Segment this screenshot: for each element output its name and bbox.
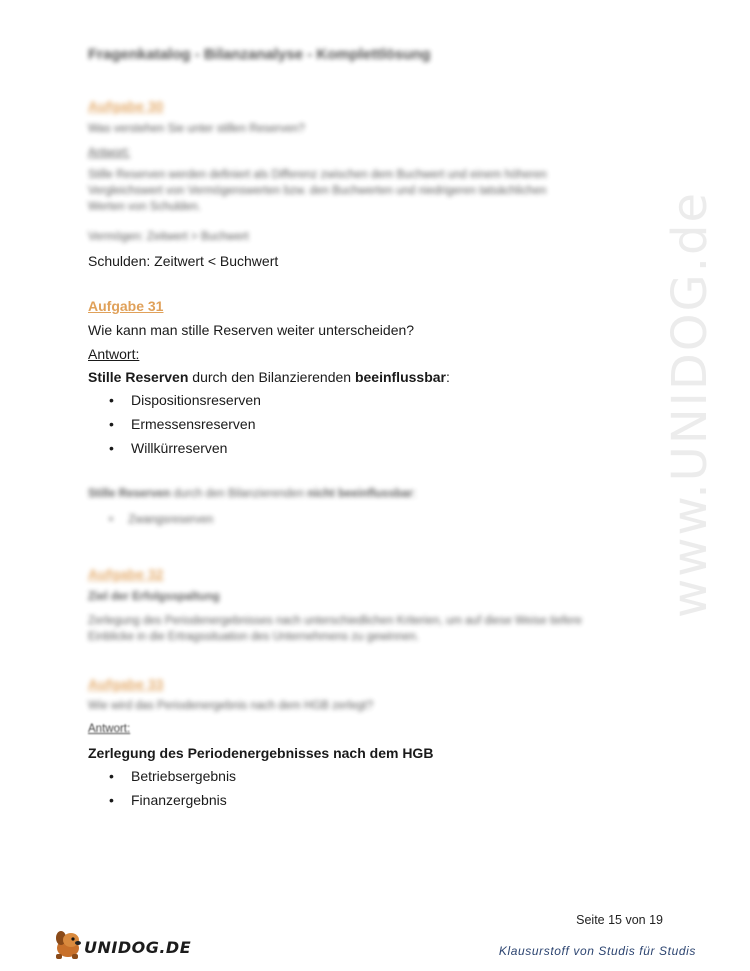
task-31-group2-bold-1: Stille Reserven	[88, 488, 171, 500]
task-30-answer-line: Stille Reserven werden definiert als Differenz zwischen dem Buchwert und einem höheren	[88, 169, 547, 181]
bullet-dot: •	[109, 514, 114, 526]
task-31-group2-intro	[88, 486, 416, 502]
task-31-heading: Aufgabe 31	[88, 298, 164, 314]
list-item: • Ermessensreserven	[88, 412, 261, 436]
task-30-vermoegen: Vermögen: Zeitwert > Buchwert	[88, 231, 249, 243]
task-33-question: Wie wird das Periodenergebnis nach dem HGB zerlegt?	[88, 700, 374, 712]
page-number: Seite 15 von 19	[576, 913, 663, 927]
document-title: Fragenkatalog - Bilanzanalyse - Komplettlösung	[88, 46, 431, 63]
task-30-schulden: Schulden: Zeitwert < Buchwert	[88, 253, 279, 269]
task-30-question: Was verstehen Sie unter stillen Reserven?	[88, 123, 305, 135]
dog-icon	[52, 928, 86, 960]
task-33-answer-label: Antwort:	[88, 723, 131, 735]
task-31-group1-end: :	[445, 369, 450, 385]
task-31-group1-intro	[88, 368, 450, 386]
task-30-heading: Aufgabe 30	[88, 98, 164, 114]
task-32-line: Zerlegung des Periodenergebnisses nach unterschiedlichen Kriterien, um auf diese Weise tiefere	[88, 615, 582, 627]
task-32-line: Einblicke in die Ertragssituation des Unternehmens zu gewinnen.	[88, 631, 420, 643]
task-31-group2-bold-2: nicht beeinflussbar	[307, 488, 413, 500]
list-item: Zwangsreserven	[128, 514, 214, 526]
task-31-group2-list	[109, 512, 213, 528]
logo-text: UNIDOG.DE	[84, 938, 192, 957]
task-31-group1-bold-2: beeinflussbar	[354, 369, 446, 385]
list-item: • Willkürreserven	[88, 436, 261, 460]
task-31-group1-list	[88, 388, 261, 460]
task-31-group2-mid: durch den Bilanzierenden	[170, 488, 308, 500]
task-30-answer-line: Vergleichswert von Vermögenswerten bzw. den Buchwerten und niedrigeren tatsächlichen	[88, 185, 547, 197]
task-31-group1-bold-1: Stille Reserven	[88, 369, 189, 385]
unidog-logo	[52, 928, 192, 960]
task-32-heading: Aufgabe 32	[88, 566, 164, 582]
task-33-bold-heading: Zerlegung des Periodenergebnisses nach dem HGB	[88, 745, 434, 761]
watermark: www.UNIDOG.de	[662, 190, 718, 618]
task-33-list	[88, 764, 236, 812]
task-33-heading: Aufgabe 33	[88, 676, 164, 692]
task-31-group2-end: :	[412, 488, 416, 500]
task-32-subheading: Ziel der Erfolgsspaltung	[88, 591, 220, 603]
list-item: • Betriebsergebnis	[88, 764, 236, 788]
task-30-answer-line: Werten von Schulden.	[88, 201, 201, 213]
list-item: • Dispositionsreserven	[88, 388, 261, 412]
task-31-answer-label: Antwort:	[88, 346, 140, 362]
task-31-group1-mid: durch den Bilanzierenden	[188, 369, 355, 385]
task-30-answer-label: Antwort:	[88, 147, 131, 159]
task-31-question: Wie kann man stille Reserven weiter unterscheiden?	[88, 322, 415, 338]
list-item: • Finanzergebnis	[88, 788, 236, 812]
footer-tagline: Klausurstoff von Studis für Studis	[498, 944, 696, 958]
